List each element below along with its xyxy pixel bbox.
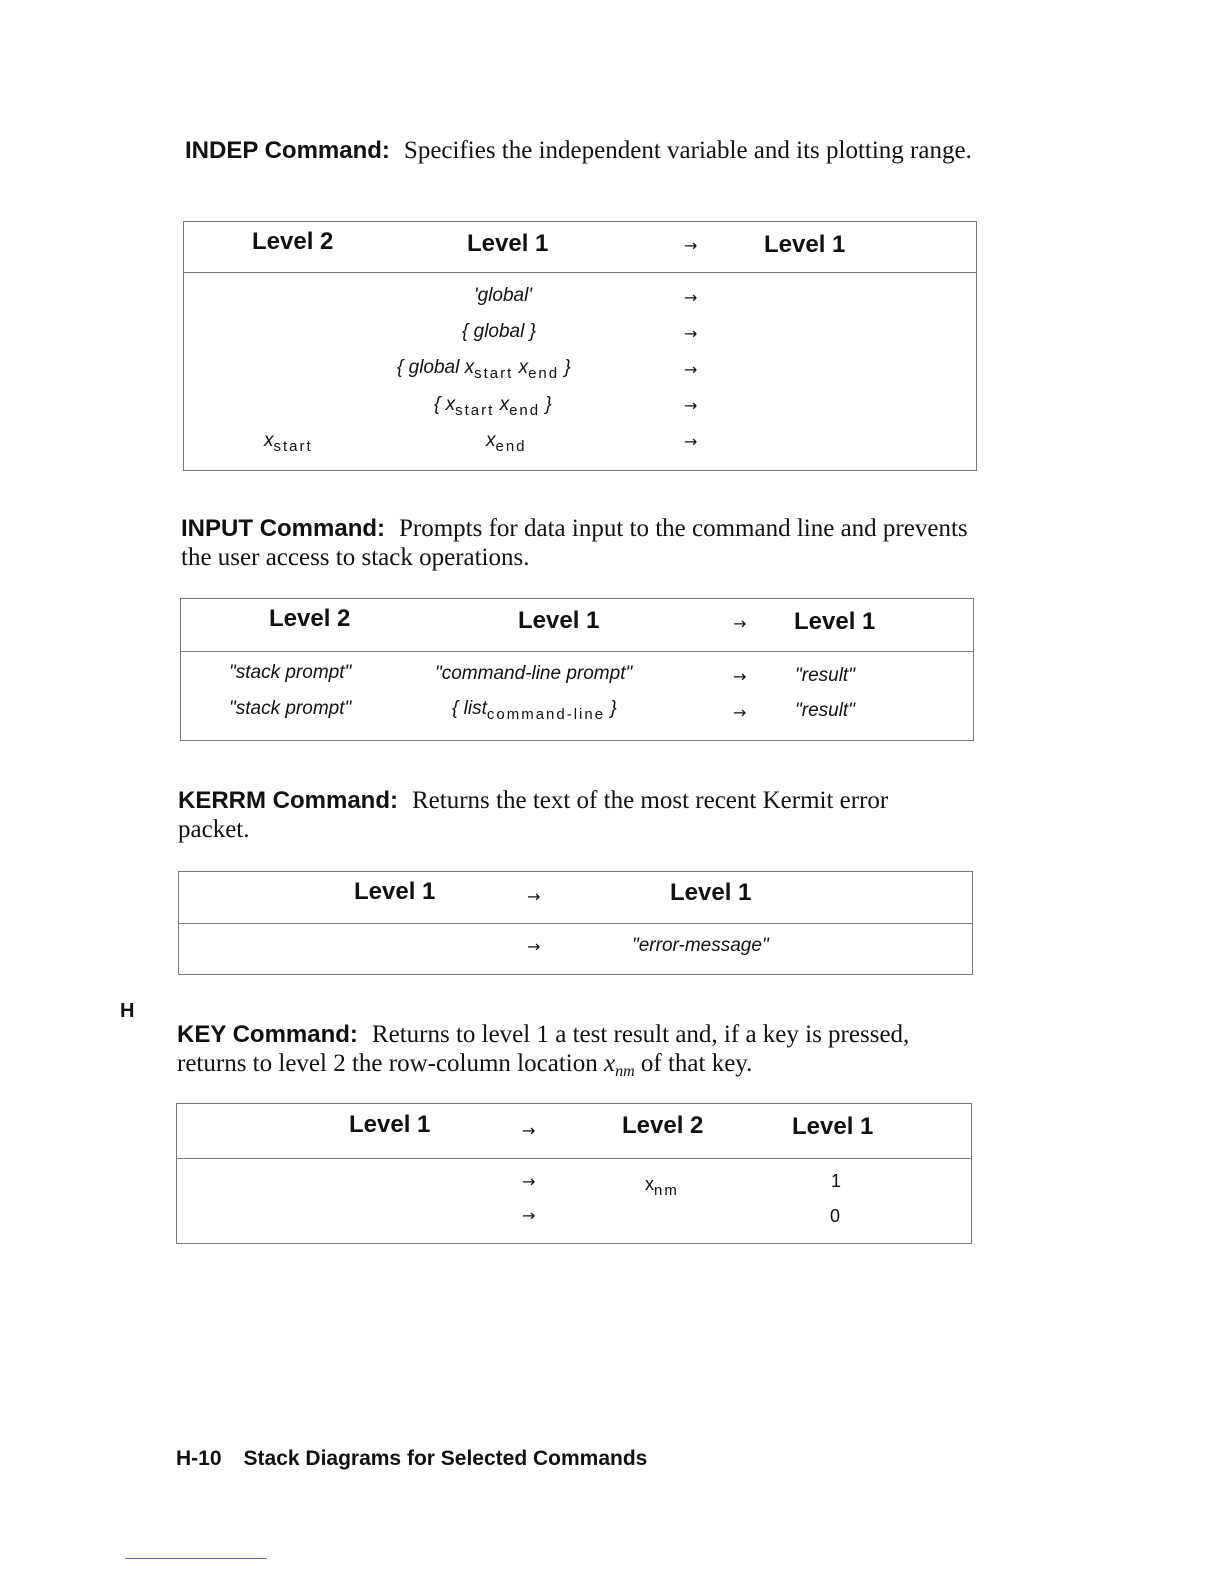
indep-row5-level1: $x_{end}$ bbox=[486, 430, 527, 455]
indep-heading bbox=[185, 136, 985, 165]
header-level2: Level 2 bbox=[269, 605, 351, 632]
header-level1-out: Level 1 bbox=[670, 879, 752, 906]
key-row2-arrow: → bbox=[522, 1206, 536, 1225]
header-level1-in: Level 1 bbox=[354, 878, 436, 905]
key-row1-level2: $x_{nm}$ bbox=[645, 1174, 679, 1199]
key-row1-arrow: → bbox=[522, 1172, 536, 1191]
indep-row5-arrow: → bbox=[684, 432, 698, 451]
indep-row3-level1: { global $x_{start}$ $x_{end}$ } bbox=[397, 357, 571, 382]
header-level1-in: Level 1 bbox=[467, 230, 549, 257]
indep-row4-level1: { $x_{start}$ $x_{end}$ } bbox=[434, 394, 552, 419]
header-arrow: → bbox=[522, 1121, 536, 1140]
indep-row5-level2: $x_{start}$ bbox=[264, 430, 313, 455]
indep-row2-arrow: → bbox=[684, 324, 698, 343]
scan-edge-line bbox=[125, 1558, 267, 1559]
header-level1-out: Level 1 bbox=[792, 1113, 874, 1140]
header-level1-out: Level 1 bbox=[794, 608, 876, 635]
command-name: INPUT Command: bbox=[181, 515, 385, 542]
indep-row1-arrow: → bbox=[684, 288, 698, 307]
header-level1-in: Level 1 bbox=[349, 1111, 431, 1138]
input-heading bbox=[181, 514, 971, 572]
kerrm-heading bbox=[178, 786, 938, 844]
key-row1-level1: 1 bbox=[831, 1171, 842, 1191]
kerrm-row1-result: "error-message" bbox=[632, 935, 769, 956]
input-row1-arrow: → bbox=[733, 667, 747, 686]
input-row2-level1: { list$_{command-line}$ } bbox=[452, 698, 617, 723]
chapter-tab: H bbox=[120, 1000, 135, 1022]
header-level1-out: Level 1 bbox=[764, 231, 846, 258]
input-row1-level1: "command-line prompt" bbox=[435, 663, 633, 684]
command-name: KERRM Command: bbox=[178, 787, 398, 814]
header-level2: Level 2 bbox=[252, 228, 334, 255]
input-row2-arrow: → bbox=[733, 703, 747, 722]
page-footer bbox=[176, 1447, 647, 1471]
command-description: Specifies the independent variable and its plotting range. bbox=[403, 137, 972, 164]
key-row2-level1: 0 bbox=[830, 1206, 841, 1226]
indep-row1-level1: 'global' bbox=[474, 285, 532, 306]
command-description: Prompts for data input to the command line and prevents the user access to stack operations. bbox=[181, 515, 968, 571]
indep-stack-table bbox=[183, 221, 977, 471]
page-number: H-10 bbox=[176, 1447, 222, 1470]
kerrm-row1-arrow: → bbox=[527, 937, 541, 956]
input-row2-level2: "stack prompt" bbox=[229, 698, 352, 719]
header-divider bbox=[181, 651, 973, 652]
indep-row4-arrow: → bbox=[684, 396, 698, 415]
header-arrow: → bbox=[733, 614, 747, 633]
header-divider bbox=[177, 1158, 971, 1159]
command-name: INDEP Command: bbox=[185, 137, 390, 164]
header-divider bbox=[179, 923, 972, 924]
input-row1-result: "result" bbox=[795, 665, 855, 686]
input-row1-level2: "stack prompt" bbox=[229, 662, 352, 683]
header-arrow: → bbox=[684, 236, 698, 255]
header-level1-in: Level 1 bbox=[518, 607, 600, 634]
key-stack-table bbox=[176, 1103, 972, 1244]
indep-row3-arrow: → bbox=[684, 360, 698, 379]
command-description: Returns to level 1 a test result and, if a key is pressed, returns to level 2 the row-column location $x_{nm}$ of that key. bbox=[177, 1021, 910, 1080]
command-name: KEY Command: bbox=[177, 1021, 358, 1048]
running-title: Stack Diagrams for Selected Commands bbox=[243, 1447, 648, 1470]
header-divider bbox=[184, 272, 976, 273]
input-row2-result: "result" bbox=[795, 700, 855, 721]
key-heading bbox=[177, 1020, 937, 1086]
kerrm-stack-table bbox=[178, 871, 973, 975]
indep-row2-level1: { global } bbox=[462, 321, 536, 342]
input-stack-table bbox=[180, 598, 974, 741]
header-arrow: → bbox=[527, 887, 541, 906]
header-level2-out: Level 2 bbox=[622, 1112, 704, 1139]
command-description: Returns the text of the most recent Kermit error packet. bbox=[178, 787, 889, 843]
